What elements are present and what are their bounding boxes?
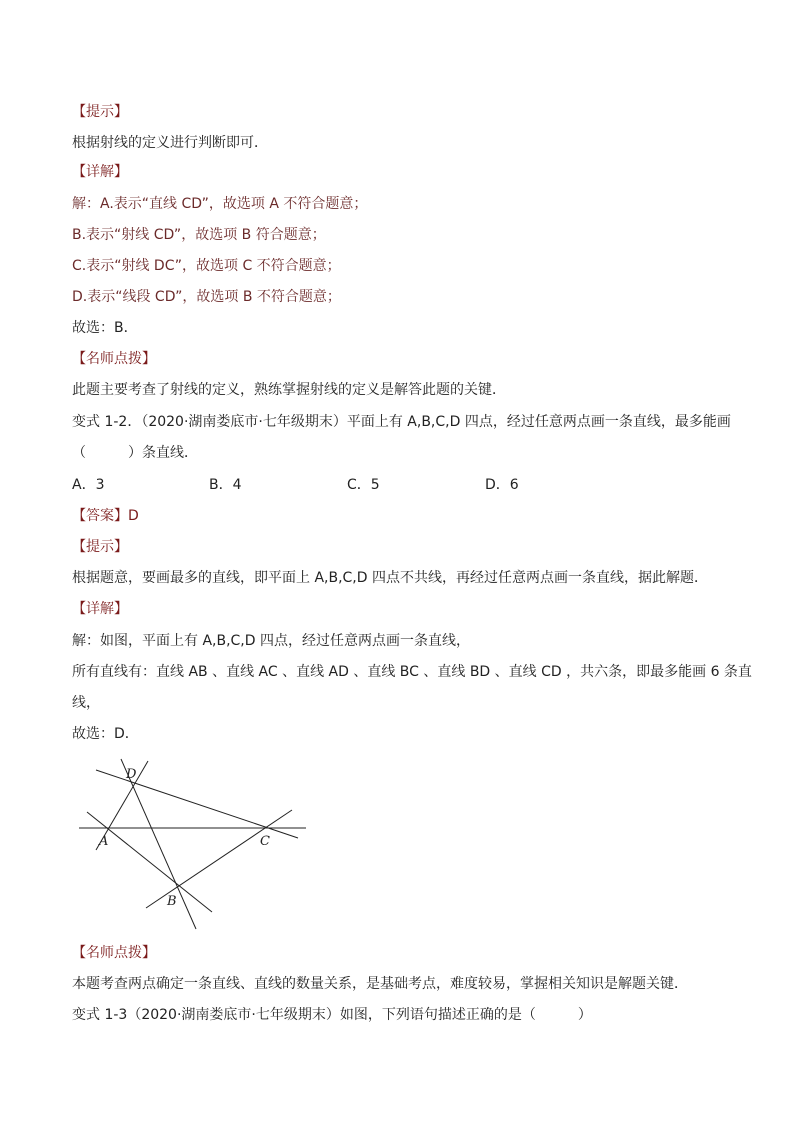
question-3-line: 变式 1-3（2020·湖南娄底市·七年级期末）如图，下列语句描述正确的是（ ）	[72, 1007, 592, 1023]
detail-line-3: C.表示“射线 DC”，故选项 C 不符合题意；	[72, 258, 341, 274]
teacher-tips-2-text: 本题考查两点确定一条直线、直线的数量关系，是基础考点，难度较易，掌握相关知识是解题关键．	[72, 976, 688, 992]
detail-line-1: 解：A.表示“直线 CD”，故选项 A 不符合题意；	[72, 196, 368, 212]
detail-heading: 【详解】	[72, 164, 128, 180]
detail-line-4: D.表示“线段 CD”，故选项 B 不符合题意；	[72, 289, 341, 305]
teacher-tips-2-heading: 【名师点拨】	[72, 945, 156, 961]
point-label-b: B	[167, 894, 177, 909]
detail-2-line-4: 故选：D．	[72, 726, 139, 742]
answer: 【答案】D	[72, 508, 139, 524]
geometry-figure	[70, 752, 320, 937]
option-c: C．5	[347, 477, 380, 493]
detail-line-2: B.表示“射线 CD”，故选项 B 符合题意；	[72, 227, 326, 243]
tip-2-heading: 【提示】	[72, 539, 128, 555]
detail-2-line-2: 所有直线有：直线 AB 、直线 AC 、直线 AD 、直线 BC 、直线 BD 、直线 CD ，共六条，即最多能画 6 条直	[72, 664, 752, 680]
line-ab	[87, 812, 212, 912]
detail-2-heading: 【详解】	[72, 601, 128, 617]
detail-2-line-3: 线，	[72, 695, 100, 711]
line-bd	[121, 759, 196, 929]
detail-line-5: 故选：B．	[72, 320, 138, 336]
point-label-c: C	[260, 834, 270, 849]
option-b: B．4	[209, 477, 242, 493]
point-label-d: D	[126, 767, 137, 782]
tip-2-text: 根据题意，要画最多的直线，即平面上 A,B,C,D 四点不共线，再经过任意两点画一条直线，据此解题．	[72, 570, 708, 586]
tip-text: 根据射线的定义进行判断即可．	[72, 135, 268, 151]
question-2-line-2: （ ）条直线．	[72, 445, 198, 461]
tip-heading: 【提示】	[72, 104, 128, 120]
question-2-line-1: 变式 1-2．（2020·湖南娄底市·七年级期末）平面上有 A,B,C,D 四点，经过任意两点画一条直线，最多能画	[72, 414, 731, 430]
point-label-a: A	[99, 834, 109, 849]
option-a: A．3	[72, 477, 105, 493]
teacher-tips-text: 此题主要考查了射线的定义，熟练掌握射线的定义是解答此题的关键．	[72, 382, 506, 398]
option-d: D．6	[485, 477, 519, 493]
detail-2-line-1: 解：如图，平面上有 A,B,C,D 四点，经过任意两点画一条直线，	[72, 633, 470, 649]
teacher-tips-heading: 【名师点拨】	[72, 351, 156, 367]
